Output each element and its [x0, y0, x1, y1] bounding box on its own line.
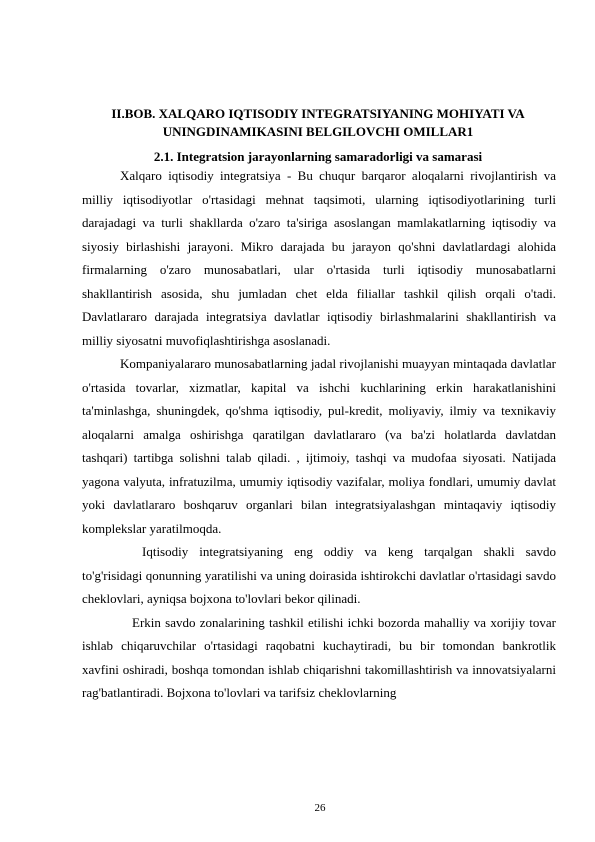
page-number: 26: [314, 802, 326, 814]
paragraph-4: Erkin savdo zonalarining tashkil etilishi ichki bozorda mahalliy va xorijiy tovar ishlab chiqaruvchilar o'rtasidagi raqobatni kuchaytiradi, bu bir tomondan bankrotlik xavfini oshiradi, boshqa tomondan ishlab chiqarishni takomillashtirish va innovatsiyalarni rag'batlantiradi. Bojxona to'lovlari va tarifsiz cheklovlarning: [82, 614, 556, 700]
paragraph-1: Xalqaro iqtisodiy integratsiya - Bu chuqur barqaror aloqalarni rivojlantirish va milliy iqtisodiyotlar o'rtasidagi mehnat taqsimoti, ularning iqtisodiyotlarining turli darajadagi va turli shakllarda o'zaro ta'siriga asoslangan mamlakatlarning iqtisodiy va siyosiy birlashishi jarayoni. Mikro darajada bu jarayon qo'shni davlatlardagi alohida firmalarning o'zaro munosabatlari, ular o'rtasida turli iqtisodiy munosabatlarni shakllantirish asosida, shu jumladan chet elda filiallar tashkil qilish orqali o'tadi. Davlatlararo darajada integratsiya davlatlar iqtisodiy birlashmalarini shakllantirish va milliy siyosatni muvofiqlashtirishga asoslanadi.: [82, 168, 556, 348]
body-text: [82, 164, 556, 705]
section-title: 2.1. Integratsion jarayonlarning samaradorligi va samarasi: [153, 149, 483, 164]
paragraph-2: Kompaniyalararo munosabatlarning jadal rivojlanishi muayyan mintaqada davlatlar o'rtasida tovarlar, xizmatlar, kapital va ishchi kuchlarining erkin harakatlanishini ta'minlashga, shuningdek, qo'shma iqtisodiy, pul-kredit, moliyaviy, ilmiy va texnikaviy aloqalarni amalga oshirishga qaratilgan davlatlararo (va ba'zi holatlarda davlatdan tashqari) tartibga solishni talab qiladi. , ijtimoiy, tashqi va mudofaa siyosati. Natijada yagona valyuta, infratuzilma, umumiy iqtisodiy vazifalar, moliya fondlari, umumiy davlat yoki davlatlararo boshqaruv organlari bilan integratsiyalashgan mintaqaviy iqtisodiy komplekslar yaratilmoqda.: [82, 356, 556, 536]
paragraph-3: Iqtisodiy integratsiyaning eng oddiy va keng tarqalgan shakli savdo to'g'risidagi qonunning yaratilishi va uning doirasida ishtirokchi davlatlar o'rtasidagi savdo cheklovlari, ayniqsa bojxona to'lovlari bekor qilinadi.: [82, 544, 556, 606]
chapter-title: II.BOB. XALQARO IQTISODIY INTEGRATSIYANING MOHIYATI VA UNINGDINAMIKASINI BELGILOVCHI OMILLAR1: [111, 106, 525, 139]
